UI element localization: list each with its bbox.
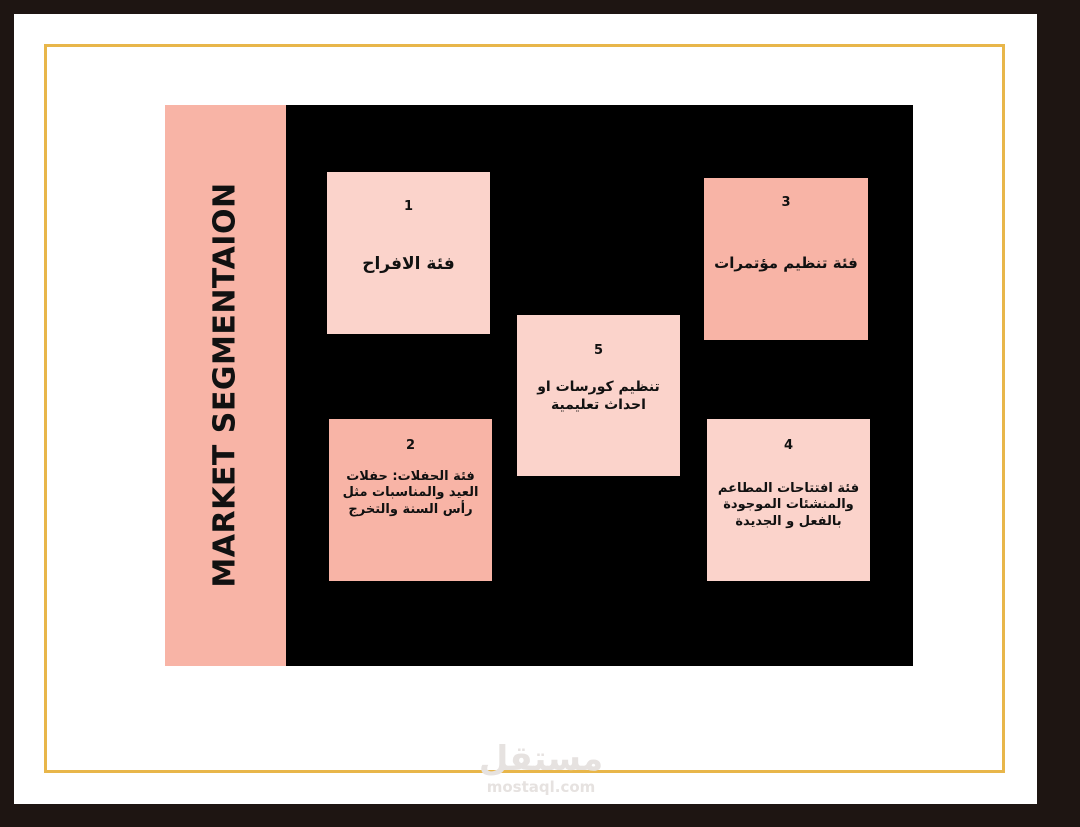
segment-label-3: فئة تنظيم مؤتمرات bbox=[714, 254, 858, 272]
segment-box-1 bbox=[327, 172, 490, 334]
slide-title: MARKET SEGMENTAION bbox=[207, 182, 243, 588]
segment-number-3: 3 bbox=[781, 195, 791, 210]
segment-number-5: 5 bbox=[593, 343, 604, 358]
segment-box-4 bbox=[707, 419, 870, 581]
segment-box-5 bbox=[517, 315, 680, 476]
segment-box-2 bbox=[329, 419, 492, 581]
watermark-url: mostaql.com bbox=[486, 778, 596, 796]
mostaql-watermark bbox=[475, 739, 607, 796]
segment-label-5: تنظيم كورسات او احداث تعليمية bbox=[537, 379, 660, 413]
segment-number-4: 4 bbox=[783, 438, 794, 453]
watermark-logo: مستقل bbox=[478, 739, 604, 779]
segment-label-4: فئة افتتاحات المطاعم والمنشئات الموجودة بالفعل و الجديدة bbox=[717, 481, 860, 529]
segmentation-slide bbox=[165, 105, 913, 666]
segment-label-2: فئة الحفلات: حفلات العيد والمناسبات مثل رأس السنة والتخرج bbox=[342, 469, 479, 517]
segment-box-3 bbox=[704, 178, 868, 340]
segment-number-2: 2 bbox=[405, 438, 416, 453]
segment-label-1: فئة الافراح bbox=[362, 254, 455, 274]
title-band bbox=[165, 105, 286, 666]
segment-number-1: 1 bbox=[403, 199, 414, 214]
